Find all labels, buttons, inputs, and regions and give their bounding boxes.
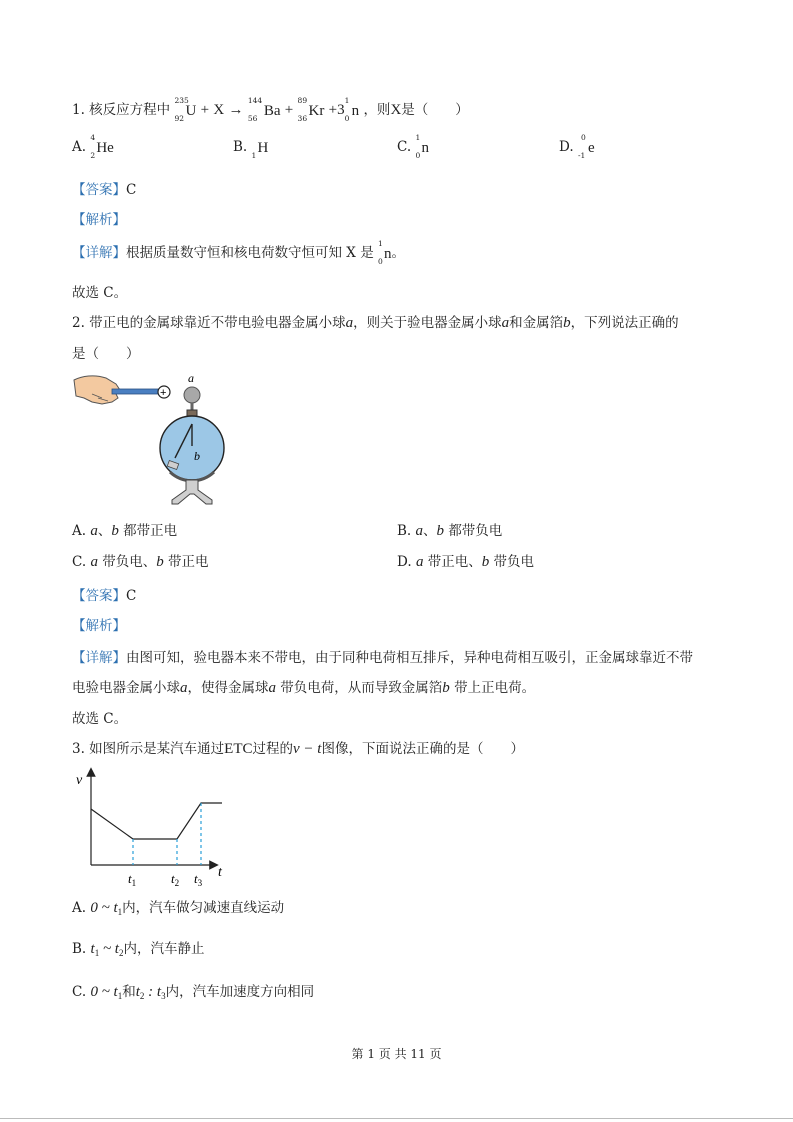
electroscope-figure <box>72 368 242 508</box>
nuclide-u235: 235 92 U <box>174 95 197 123</box>
option-d-nuclide: 0 -1 e <box>577 132 595 160</box>
q3-option-b: B. $t_1$ ~ $t_2$内，汽车静止 <box>72 941 205 958</box>
q1-answer: 【答案】C <box>72 182 137 198</box>
detail-nuclide: 1 0 n <box>378 238 392 266</box>
nuclide-neutron: 1 0 n <box>344 95 360 123</box>
page-footer: 第 1 页 共 11 页 <box>351 1047 442 1061</box>
q2-detail-line1: 【详解】由图可知，验电器本来不带电，由于同种电荷相互排斥，异种电荷相互吸引，正金属球靠近不带 <box>72 650 693 666</box>
electroscope-ball-a <box>184 387 200 403</box>
q2-conclusion: 故选 C。 <box>72 711 128 727</box>
stand <box>172 480 212 504</box>
label-a: a <box>188 371 194 385</box>
q1-option-a: A. 4 2 He <box>72 132 114 160</box>
q1-option-c: C. 1 0 n <box>397 132 429 160</box>
q2-option-b: B. a、b 都带负电 <box>397 523 503 539</box>
nuclide-kr89: 89 36 Kr <box>297 95 325 123</box>
q3-option-c: C. 0 ~ $t_1$和$t_2$ : $t_3$内，汽车加速度方向相同 <box>72 984 315 1001</box>
v-axis-label: v <box>76 773 83 788</box>
q2-answer: 【答案】C <box>72 588 137 604</box>
label-b: b <box>194 449 200 463</box>
charged-rod <box>112 389 158 394</box>
q2-option-d: D. a 带正电、b 带负电 <box>397 554 535 570</box>
q2-stem-line1: 2. 带正电的金属球靠近不带电验电器金属小球a，则关于验电器金属小球a和金属箔b，下列说法正确的 <box>72 315 679 331</box>
q1-detail: 【详解】根据质量数守恒和核电荷数守恒可知 X 是 1 0 n。 <box>72 238 405 266</box>
q1-option-d: D. 0 -1 e <box>559 132 595 160</box>
page-bottom-rule <box>0 1118 793 1119</box>
q1-option-b: B. 1 H <box>233 139 269 160</box>
q3-stem: 3. 如图所示是某汽车通过ETC过程的v − t图像，下面说法正确的是（ ） <box>72 741 524 757</box>
q2-option-c: C. a 带负电、b 带正电 <box>72 554 209 570</box>
q1-analysis-heading: 【解析】 <box>72 212 126 228</box>
vt-graph <box>72 766 242 891</box>
q2-analysis-heading: 【解析】 <box>72 618 126 634</box>
option-b-nuclide: 1 H <box>251 139 269 160</box>
nuclide-ba144: 144 56 Ba <box>247 95 281 123</box>
q3-option-a: A. 0 ~ $t_1$内，汽车做匀减速直线运动 <box>72 900 285 917</box>
t-axis-label: t <box>218 865 222 880</box>
q2-option-a: A. a、b 都带正电 <box>72 523 178 539</box>
t3-label: $t_3$ <box>194 871 203 888</box>
q1-stem: 1. 核反应方程中 235 92 U + X → 144 56 Ba + 89 36 Kr +3 1 0 n ，则X是（ ） <box>72 95 469 123</box>
t1-label: $t_1$ <box>128 871 137 888</box>
t2-label: $t_2$ <box>171 871 180 888</box>
option-a-nuclide: 4 2 He <box>90 132 114 160</box>
q2-detail-line2: 电验电器金属小球a，使得金属球a 带负电荷，从而导致金属箔b 带上正电荷。 <box>72 680 536 696</box>
velocity-curve <box>91 803 222 839</box>
plus-sign: + <box>160 387 167 399</box>
q2-stem-line2: 是（ ） <box>72 346 140 362</box>
option-c-nuclide: 1 0 n <box>415 132 429 160</box>
q1-conclusion: 故选 C。 <box>72 285 128 301</box>
